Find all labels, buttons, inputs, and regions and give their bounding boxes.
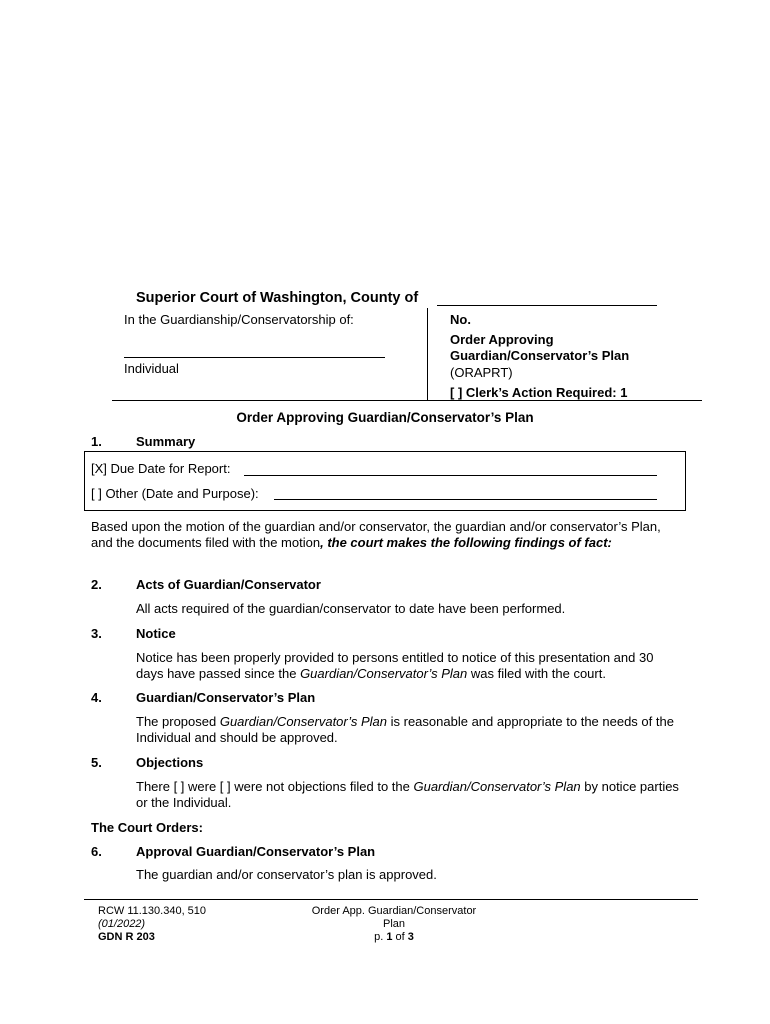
section-6-number: 6. <box>91 844 102 859</box>
footer-rcw: RCW 11.130.340, 510 <box>98 905 207 917</box>
section-5-heading: Objections <box>136 755 204 770</box>
section-1-number: 1. <box>91 434 102 449</box>
section-6-text: The guardian and/or conservator’s plan is approved. <box>136 867 437 882</box>
section-4-text <box>136 714 684 746</box>
section-4-text-b: is reasonable and appropriate to the needs of the Individual and should be approved. <box>136 714 674 745</box>
footer-short-title-1: Order App. Guardian/Conservator <box>311 905 477 917</box>
section-4-text-italic: Guardian/Conservator’s Plan <box>219 714 388 729</box>
county-blank-line[interactable] <box>437 305 657 306</box>
footer-date <box>98 918 206 931</box>
footer-short-title-2: Plan <box>382 918 406 930</box>
section-3-text-b: was filed with the court. <box>467 666 606 681</box>
footer-page-prefix: p. <box>374 931 387 943</box>
court-title: Superior Court of Washington, County of <box>136 290 419 306</box>
section-2-number: 2. <box>91 577 102 592</box>
other-blank-line[interactable] <box>274 499 657 500</box>
section-4-text-a: The proposed <box>136 714 220 729</box>
footer-page-number <box>298 931 490 944</box>
footer-page-current: 1 <box>386 931 393 943</box>
section-3-number: 3. <box>91 626 102 641</box>
section-5-number: 5. <box>91 755 102 770</box>
footer-form-id-text: GDN R 203 <box>98 931 155 943</box>
footer-center <box>298 905 490 944</box>
clerk-action-checkbox[interactable]: [ ] Clerk’s Action Required: 1 <box>450 385 628 400</box>
due-date-option[interactable]: [X] Due Date for Report: <box>91 461 231 476</box>
section-2-heading: Acts of Guardian/Conservator <box>136 577 321 592</box>
footer-page-total: 3 <box>407 931 414 943</box>
section-5-text-italic: Guardian/Conservator’s Plan <box>413 779 581 794</box>
due-date-blank-line[interactable] <box>244 475 657 476</box>
section-3-text-italic: Guardian/Conservator’s Plan <box>300 666 468 681</box>
order-name-line-1: Order Approving <box>450 332 554 347</box>
caption-divider <box>427 308 428 400</box>
section-3-text <box>136 650 684 682</box>
footer-form-id <box>98 931 206 944</box>
footer-rule <box>84 899 698 900</box>
section-6-heading: Approval Guardian/Conservator’s Plan <box>136 844 376 859</box>
section-4-heading: Guardian/Conservator’s Plan <box>136 690 316 705</box>
section-3-heading: Notice <box>136 626 176 641</box>
order-code: (ORAPRT) <box>450 365 513 380</box>
footer-date-text: (01/2022) <box>98 918 146 930</box>
summary-box <box>84 451 686 511</box>
order-name <box>450 332 650 364</box>
footer-page-of: of <box>392 931 408 943</box>
individual-label: Individual <box>124 361 179 376</box>
intro-text: Based upon the motion of the guardian and/or conservator, the guardian and/or conservator’s Plan, and the documents filed with the motion <box>91 519 661 550</box>
section-5-text-a: There [ ] were [ ] were not objections filed to the <box>136 779 414 794</box>
guardianship-label: In the Guardianship/Conservatorship of: <box>124 312 354 327</box>
case-number-label: No. <box>450 312 471 327</box>
footer-left <box>98 905 206 944</box>
order-name-line-2: Guardian/Conservator’s Plan <box>450 348 630 363</box>
document-title: Order Approving Guardian/Conservator’s Plan <box>236 410 534 425</box>
other-option[interactable]: [ ] Other (Date and Purpose): <box>91 486 259 501</box>
intro-paragraph <box>91 519 681 551</box>
section-2-text: All acts required of the guardian/conservator to date have been performed. <box>136 601 566 616</box>
section-3-text-a: Notice has been properly provided to persons entitled to notice of this presentation and 30 days have passed since the <box>136 650 654 681</box>
section-5-text[interactable] <box>136 779 684 811</box>
individual-name-line[interactable] <box>124 357 385 358</box>
section-5-text-b: by notice parties or the Individual. <box>136 779 679 810</box>
court-orders-heading: The Court Orders: <box>91 820 203 835</box>
caption-rule <box>112 400 702 401</box>
section-1-heading: Summary <box>136 434 196 449</box>
intro-findings: , the court makes the following findings of fact: <box>320 535 612 550</box>
section-4-number: 4. <box>91 690 102 705</box>
